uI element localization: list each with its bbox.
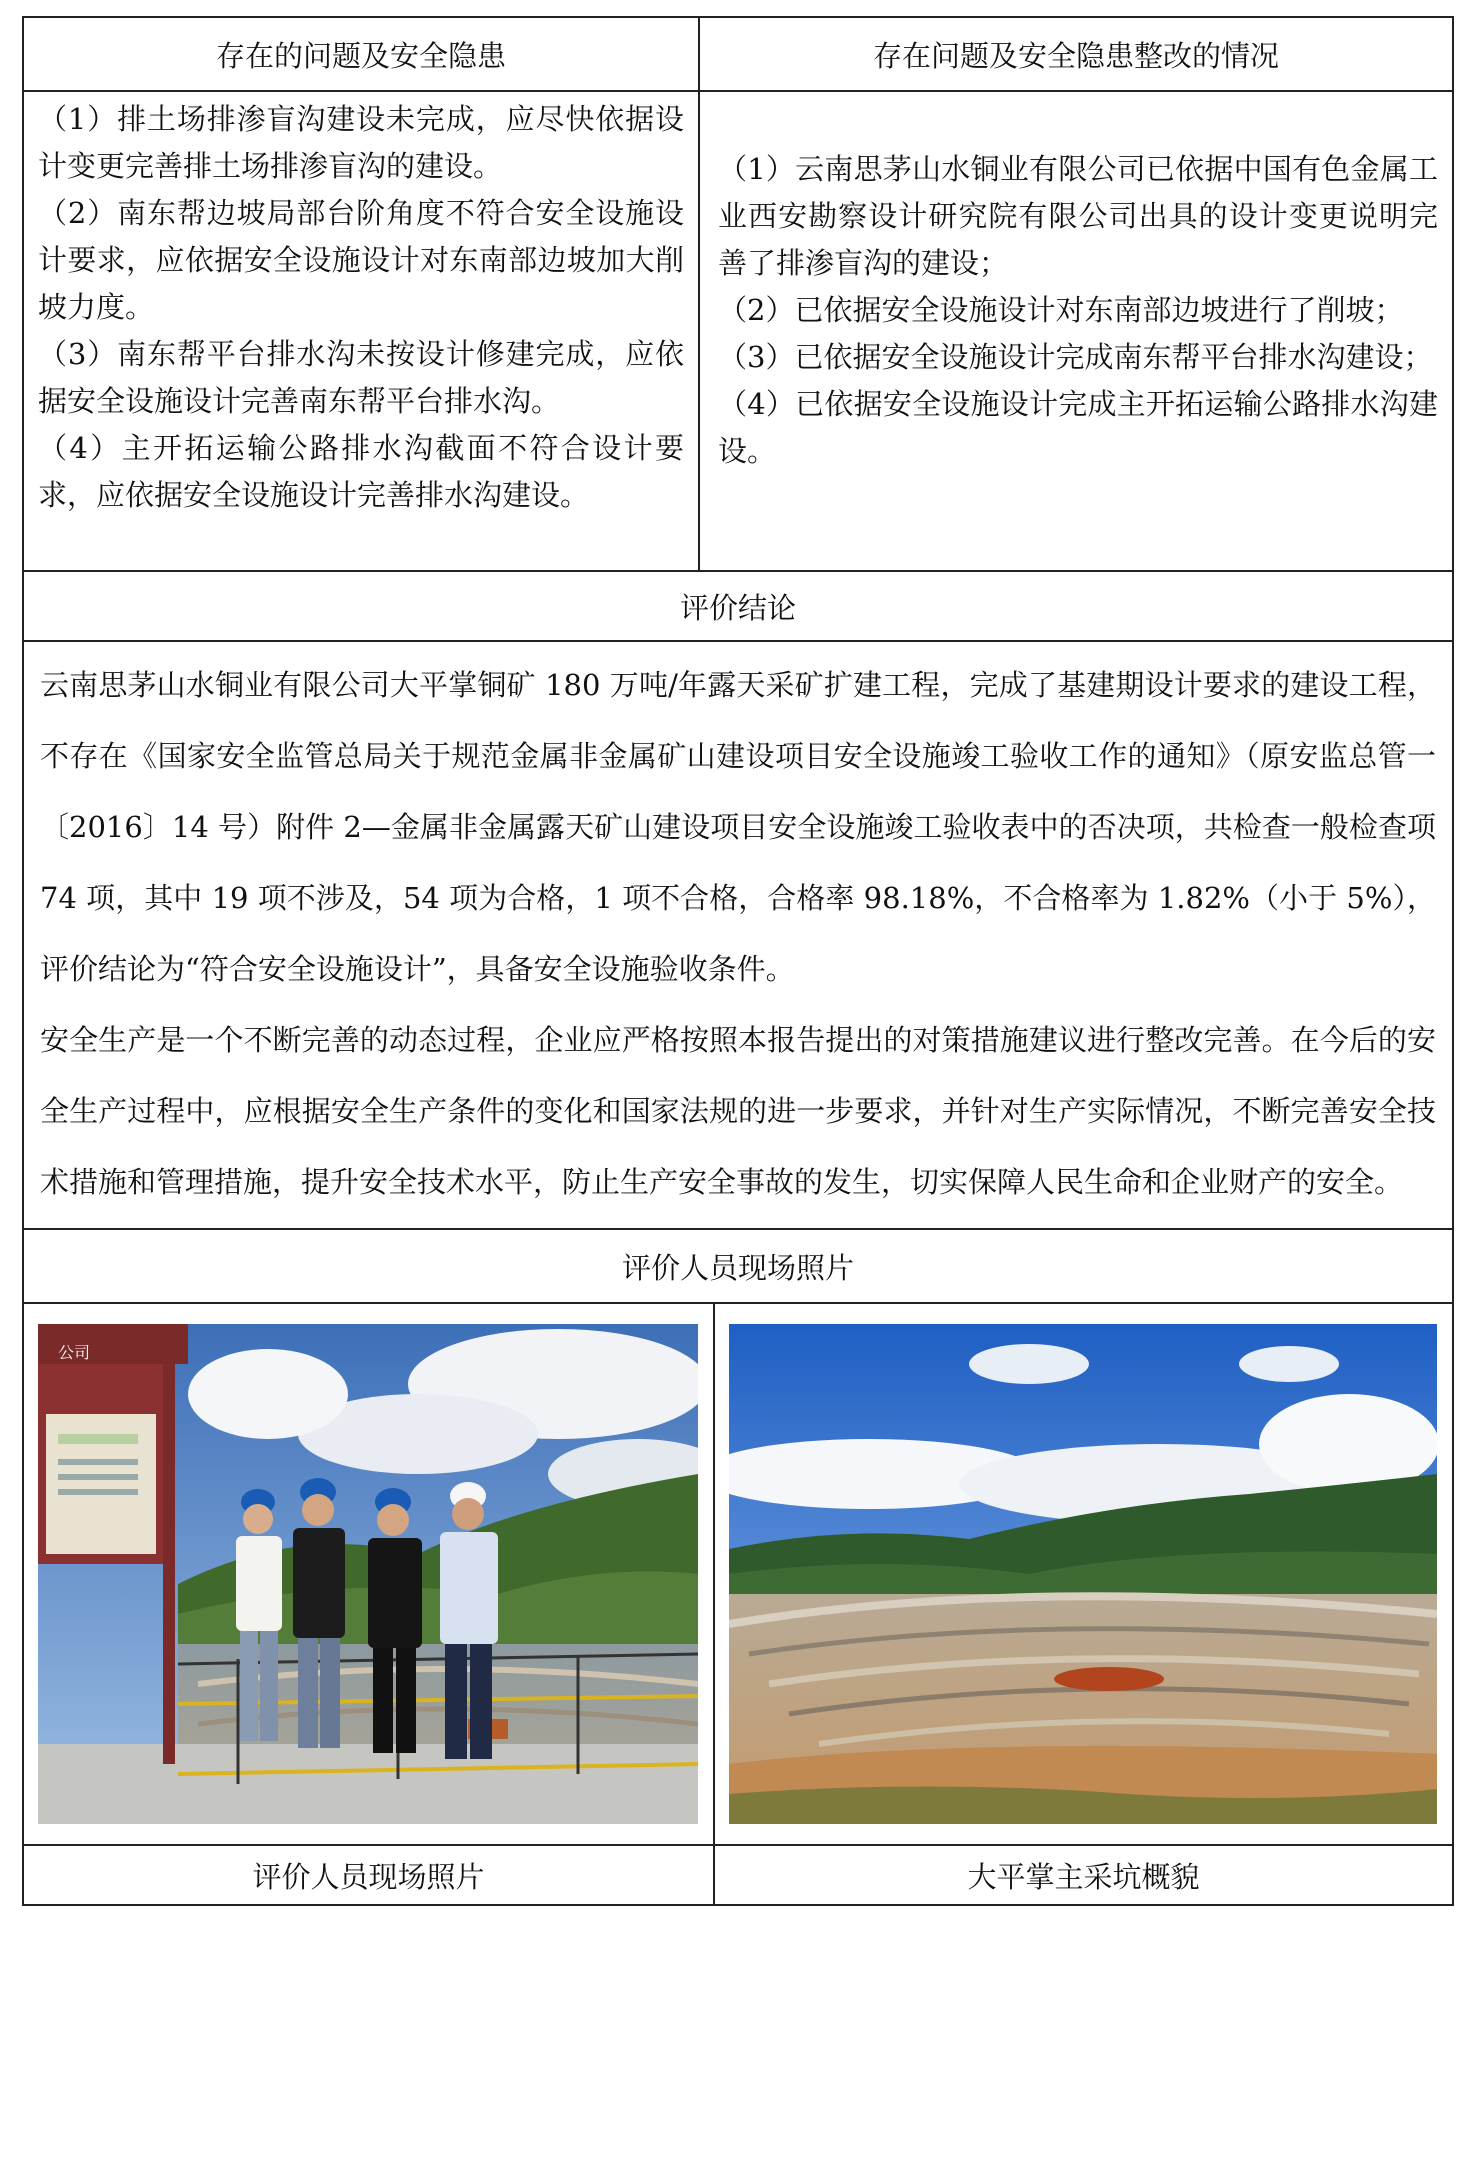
report-page bbox=[22, 16, 1452, 1906]
conclusion-body bbox=[23, 641, 1453, 1229]
caption-staff-photo: 评价人员现场照片 bbox=[23, 1845, 714, 1905]
header-rectification: 存在问题及安全隐患整改的情况 bbox=[699, 17, 1453, 91]
board-label: 公司 bbox=[58, 1343, 91, 1362]
issue-item: （3）南东帮平台排水沟未按设计修建完成，应依据安全设施设计完善南东帮平台排水沟。 bbox=[38, 337, 684, 418]
rectification-item: （4）已依据安全设施设计完成主开拓运输公路排水沟建设。 bbox=[718, 387, 1438, 468]
issue-item: （1）排土场排渗盲沟建设未完成，应尽快依据设计变更完善排土场排渗盲沟的建设。 bbox=[38, 102, 684, 183]
issues-cell bbox=[23, 91, 699, 571]
conclusion-paragraph: 安全生产是一个不断完善的动态过程，企业应严格按照本报告提出的对策措施建议进行整改完善。在今后的安全生产过程中，应根据安全生产条件的变化和国家法规的进一步要求，并针对生产实际情况，不断完善安全技术措施和管理措施，提升安全技术水平，防止生产安全事故的发生，切实保障人民生命和企业财产的安全。 bbox=[40, 1023, 1436, 1199]
issue-item: （4）主开拓运输公路排水沟截面不符合设计要求，应依据安全设施设计完善排水沟建设。 bbox=[38, 431, 684, 512]
pit-photo-cell bbox=[714, 1303, 1453, 1845]
caption-pit-photo: 大平掌主采坑概貌 bbox=[714, 1845, 1453, 1905]
staff-photo bbox=[38, 1324, 698, 1824]
rectification-item: （1）云南思茅山水铜业有限公司已依据中国有色金属工业西安勘察设计研究院有限公司出具的设计变更说明完善了排渗盲沟的建设； bbox=[718, 152, 1438, 280]
rectification-cell bbox=[699, 91, 1453, 571]
rectification-item: （3）已依据安全设施设计完成南东帮平台排水沟建设； bbox=[718, 340, 1433, 374]
conclusion-paragraph: 云南思茅山水铜业有限公司大平掌铜矿 180 万吨/年露天采矿扩建工程，完成了基建期设计要求的建设工程，不存在《国家安全监管总局关于规范金属非金属矿山建设项目安全设施竣工验收工作的通知》（原安监总管一〔2016〕14 号）附件 2—金属非金属露天矿山建设项目安全设施竣工验收表中的否决项，共检查一般检查项 74 项，其中 19 项不涉及，54 项为合格，1 项不合格，合格率 98.18%，不合格率为 1.82%（小于 5%），评价结论为“符合安全设施设计”，具备安全设施验收条件。 bbox=[40, 668, 1436, 986]
photo-table bbox=[22, 1302, 1454, 1906]
photos-title: 评价人员现场照片 bbox=[23, 1229, 1453, 1303]
report-table bbox=[22, 16, 1454, 1304]
pit-photo bbox=[729, 1324, 1437, 1824]
conclusion-title: 评价结论 bbox=[23, 571, 1453, 641]
header-issues: 存在的问题及安全隐患 bbox=[23, 17, 699, 91]
issue-item: （2）南东帮边坡局部台阶角度不符合安全设施设计要求，应依据安全设施设计对东南部边坡加大削坡力度。 bbox=[38, 196, 684, 324]
staff-photo-cell bbox=[23, 1303, 714, 1845]
rectification-item: （2）已依据安全设施设计对东南部边坡进行了削坡； bbox=[718, 293, 1404, 327]
